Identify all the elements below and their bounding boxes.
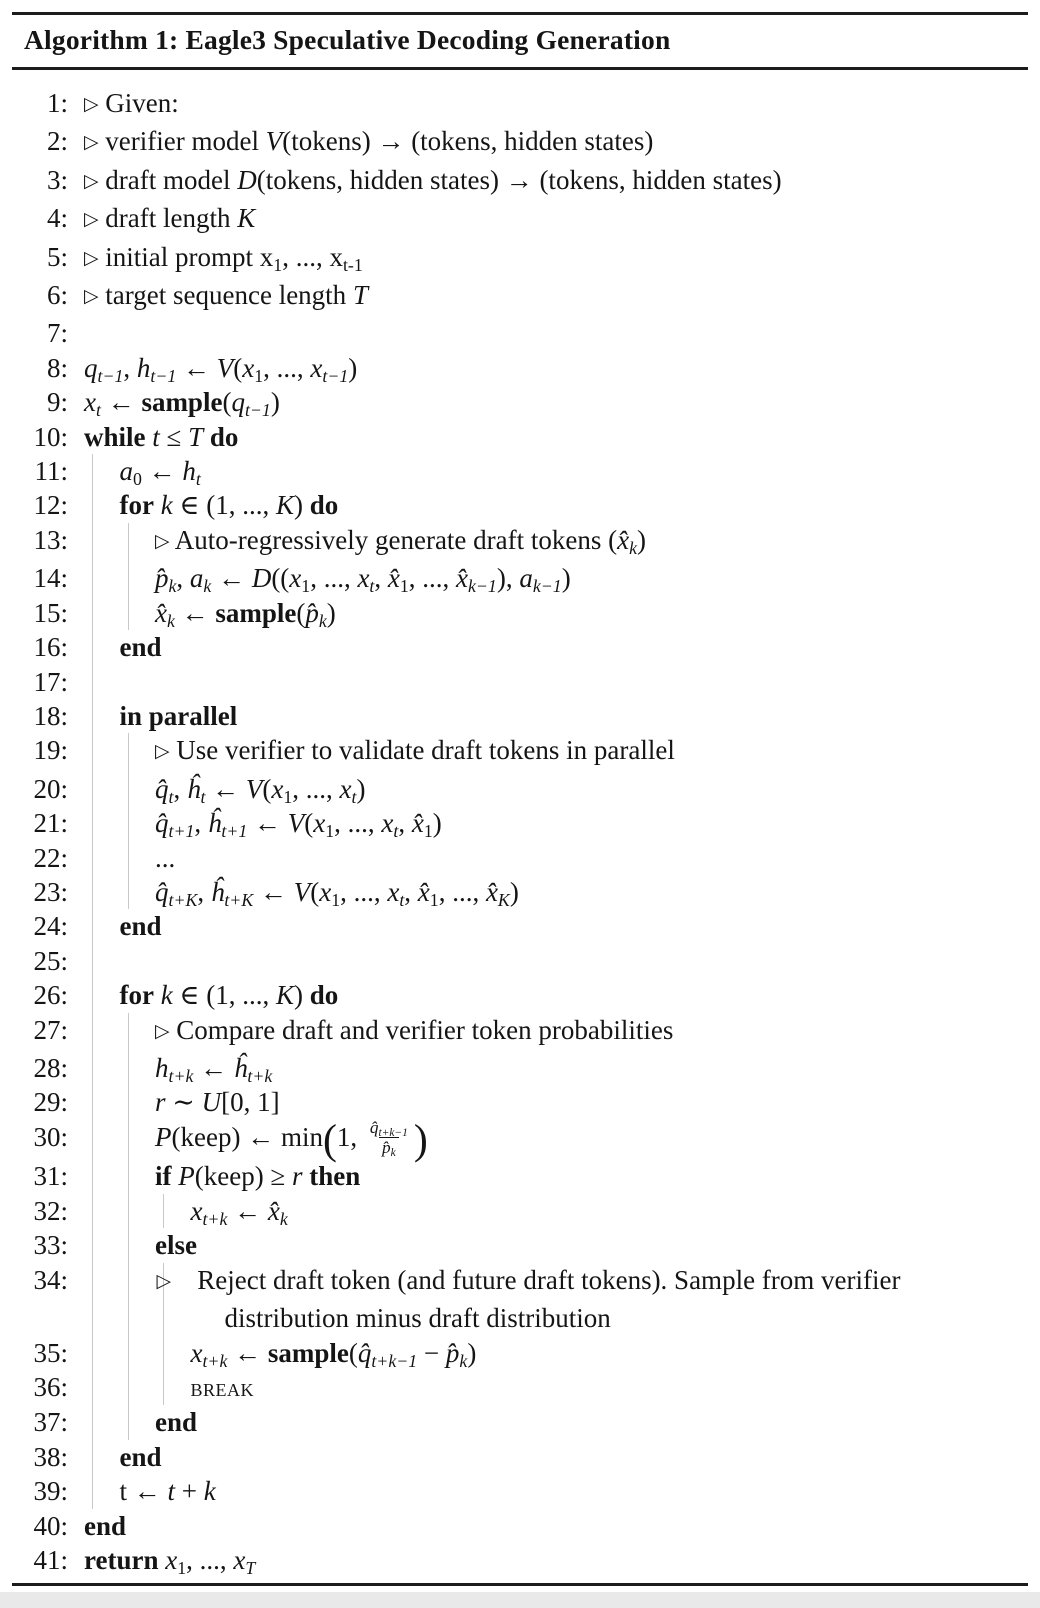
- algo-line: [0, 875, 1040, 909]
- line-number: 27:: [0, 1013, 68, 1051]
- line-text: ▷ target sequence length T: [84, 278, 1040, 316]
- line-content: [84, 1336, 1040, 1370]
- indent-guide: [92, 1051, 120, 1085]
- line-number: 15:: [0, 596, 68, 630]
- algo-line: [0, 1228, 1040, 1262]
- line-content: [84, 1474, 1040, 1508]
- algo-line: [0, 124, 1040, 162]
- line-number: 28:: [0, 1051, 68, 1085]
- algo-line: [0, 1509, 1040, 1543]
- indent-guide: [128, 523, 156, 561]
- line-content: [84, 420, 1040, 454]
- indent-guide: [92, 1013, 120, 1051]
- big-paren: (: [323, 1117, 337, 1163]
- line-text: ▷ initial prompt $x_1$, ..., $x_{t-1}$: [84, 240, 1040, 278]
- algo-line: [0, 316, 1040, 350]
- indent-guide: [163, 1194, 191, 1228]
- algo-line: [0, 1159, 1040, 1193]
- line-text: ▷ draft length K: [84, 201, 1040, 239]
- line-number: 41:: [0, 1543, 68, 1577]
- line-number: 13:: [0, 523, 68, 561]
- line-number: 9:: [0, 385, 68, 419]
- line-number: 6:: [0, 278, 68, 316]
- line-text: $x_{t+k}$ ← $sample(q̂_{t+k-1}$ − $p̂_k$): [191, 1336, 1040, 1370]
- line-number: 2:: [0, 124, 68, 162]
- line-number: 37:: [0, 1405, 68, 1439]
- line-number: 16:: [0, 630, 68, 664]
- line-number: 30:: [0, 1120, 68, 1160]
- line-content: [84, 1543, 1040, 1577]
- indent-guide: [92, 841, 120, 875]
- indent-guide: [92, 978, 120, 1012]
- line-text: [191, 1370, 1040, 1405]
- comment-marker-icon: ▷: [84, 126, 99, 160]
- line-content: [84, 841, 1040, 875]
- line-content: [84, 201, 1040, 239]
- algo-line: [0, 909, 1040, 943]
- indent-guide: [92, 733, 120, 771]
- line-content: [84, 1509, 1040, 1543]
- indent-guide: [128, 733, 156, 771]
- indent-guide: [128, 1120, 156, 1160]
- line-number: 10:: [0, 420, 68, 454]
- line-text: ▷ Compare draft and verifier token probabilities: [155, 1013, 1040, 1051]
- line-number: 7:: [0, 316, 68, 350]
- line-number: 26:: [0, 978, 68, 1012]
- line-number: 29:: [0, 1085, 68, 1119]
- indent-guide: [92, 1263, 120, 1336]
- algo-line: [0, 1085, 1040, 1119]
- line-number: 5:: [0, 240, 68, 278]
- line-number: 20:: [0, 772, 68, 806]
- indent-guide: [128, 596, 156, 630]
- indent-guide: [128, 1405, 156, 1439]
- line-text: end: [84, 1509, 1040, 1543]
- line-text: $x_t$ ← $sample(q_{t-1})$: [84, 385, 1040, 419]
- line-text: return $x_1$, ..., $x_T$: [84, 1543, 1040, 1577]
- line-text: while t ≤ T do: [84, 420, 1040, 454]
- line-content: [84, 978, 1040, 1012]
- line-text: t ← t + k: [120, 1474, 1040, 1508]
- line-content: [84, 1194, 1040, 1228]
- line-text: $q̂_{t+K}$, $ĥ_{t+K}$ ← $V(x_1$, ..., $x_t$, $x̂_1$, ..., $x̂_K$): [155, 875, 1040, 909]
- break-keyword: break: [191, 1373, 255, 1402]
- indent-guide: [92, 1336, 120, 1370]
- line-text: ▷ Reject draft token (and future draft tokens). Sample from verifier distribution minus draft distribution: [191, 1263, 1040, 1336]
- line-number: 34:: [0, 1263, 68, 1336]
- indent-guide: [92, 1194, 120, 1228]
- line-number: 36:: [0, 1370, 68, 1405]
- indent-guide: [128, 1085, 156, 1119]
- line-content: [84, 630, 1040, 664]
- indent-guide: [128, 1336, 156, 1370]
- line-number: 18:: [0, 699, 68, 733]
- line-number: 22:: [0, 841, 68, 875]
- line-text: end: [155, 1405, 1040, 1439]
- algo-line: [0, 1013, 1040, 1051]
- algo-line: [0, 1474, 1040, 1508]
- algo-line: [0, 201, 1040, 239]
- line-text: end: [120, 909, 1040, 943]
- line-text: $x_{t+k}$ ← $x̂_k$: [191, 1194, 1040, 1228]
- comment-marker-icon: ▷: [84, 280, 99, 314]
- line-content: [84, 86, 1040, 124]
- algo-line: [0, 944, 1040, 978]
- indent-guide: [128, 1228, 156, 1262]
- indent-guide: [92, 1474, 120, 1508]
- algo-line: [0, 454, 1040, 488]
- line-text: ...: [155, 841, 1040, 875]
- line-text: [84, 316, 1040, 350]
- line-text: in parallel: [120, 699, 1040, 733]
- indent-guide: [128, 875, 156, 909]
- line-content: [84, 240, 1040, 278]
- line-content: [84, 523, 1040, 561]
- indent-guide: [92, 806, 120, 840]
- line-number: 1:: [0, 86, 68, 124]
- line-number: 11:: [0, 454, 68, 488]
- algo-line: [0, 420, 1040, 454]
- algo-line: [0, 665, 1040, 699]
- line-content: [84, 1440, 1040, 1474]
- indent-guide: [92, 772, 120, 806]
- indent-guide: [92, 596, 120, 630]
- line-text: $h_{t+k}$ ← $ĥ_{t+k}$: [155, 1051, 1040, 1085]
- line-text: else: [155, 1228, 1040, 1262]
- indent-guide: [128, 841, 156, 875]
- line-content: [84, 454, 1040, 488]
- indent-guide: [92, 1085, 120, 1119]
- line-content: [84, 665, 1040, 699]
- line-text: $q̂_{t+1}$, $ĥ_{t+1}$ ← $V(x_1$, ..., $x_t$, $x̂_1$): [155, 806, 1040, 840]
- line-number: 38:: [0, 1440, 68, 1474]
- algo-line: [0, 841, 1040, 875]
- line-text: if P(keep) ≥ r then: [155, 1159, 1040, 1193]
- algo-line: [0, 1543, 1040, 1577]
- line-content: [84, 316, 1040, 350]
- algo-line: [0, 385, 1040, 419]
- indent-guide: [92, 944, 120, 978]
- indent-guide: [92, 1370, 120, 1405]
- line-content: [84, 351, 1040, 385]
- line-content: [84, 699, 1040, 733]
- line-text: for k ∈ (1, ..., K) do: [120, 978, 1040, 1012]
- line-content: [84, 1405, 1040, 1439]
- line-content: [84, 385, 1040, 419]
- indent-guide: [92, 1159, 120, 1193]
- bottom-gray-strip: [0, 1592, 1040, 1608]
- line-number: 31:: [0, 1159, 68, 1193]
- big-paren: ): [414, 1117, 428, 1163]
- line-number: 19:: [0, 733, 68, 771]
- indent-guide: [128, 1370, 156, 1405]
- line-text: $q_{t-1}$, $h_{t-1}$ ← $V(x_1$, ..., $x_{t-1}$): [84, 351, 1040, 385]
- line-text: ▷ draft model D(tokens, hidden states) → (tokens, hidden states): [84, 163, 1040, 201]
- algo-line: [0, 351, 1040, 385]
- indent-guide: [128, 772, 156, 806]
- line-content: [84, 1263, 1040, 1336]
- line-number: 21:: [0, 806, 68, 840]
- line-content: [84, 806, 1040, 840]
- indent-guide: [163, 1336, 191, 1370]
- algo-line: [0, 1263, 1040, 1336]
- algo-line: [0, 523, 1040, 561]
- indent-guide: [128, 561, 156, 595]
- line-content: [84, 596, 1040, 630]
- algo-line: [0, 561, 1040, 595]
- comment-marker-icon: ▷: [84, 203, 99, 237]
- line-content: [84, 772, 1040, 806]
- indent-guide: [92, 909, 120, 943]
- line-number: 14:: [0, 561, 68, 595]
- indent-guide: [128, 1013, 156, 1051]
- line-number: 39:: [0, 1474, 68, 1508]
- line-content: [84, 1120, 1040, 1160]
- line-number: 3:: [0, 163, 68, 201]
- line-content: [84, 561, 1040, 595]
- line-text: ▷ Use verifier to validate draft tokens in parallel: [155, 733, 1040, 771]
- line-number: 12:: [0, 488, 68, 522]
- line-content: [84, 1085, 1040, 1119]
- algo-line: [0, 1051, 1040, 1085]
- indent-guide: [92, 523, 120, 561]
- line-content: [84, 488, 1040, 522]
- algo-line: [0, 699, 1040, 733]
- indent-guide: [92, 699, 120, 733]
- line-text: $p̂_k$, $a_k$ ← $D((x_1$, ..., $x_t$, $x̂_1$, ..., $x̂_{k-1}$), $a_{k-1}$): [155, 561, 1040, 595]
- line-content: [84, 1013, 1040, 1051]
- indent-guide: [128, 806, 156, 840]
- line-number: 40:: [0, 1509, 68, 1543]
- indent-guide: [92, 1120, 120, 1160]
- algorithm-body: [0, 70, 1040, 1577]
- line-content: [84, 1228, 1040, 1262]
- algo-line: [0, 596, 1040, 630]
- line-content: [84, 733, 1040, 771]
- line-number: 25:: [0, 944, 68, 978]
- algo-line: [0, 630, 1040, 664]
- line-content: [84, 1159, 1040, 1193]
- algo-line: [0, 733, 1040, 771]
- indent-guide: [92, 630, 120, 664]
- line-content: [84, 278, 1040, 316]
- line-text: $x̂_k$ ← $sample(p̂_k)$: [155, 596, 1040, 630]
- algo-line: [0, 978, 1040, 1012]
- algo-line: [0, 1370, 1040, 1405]
- line-content: [84, 1051, 1040, 1085]
- comment-marker-icon: ▷: [155, 735, 170, 769]
- algo-line: [0, 278, 1040, 316]
- line-number: 33:: [0, 1228, 68, 1262]
- algo-line: [0, 1405, 1040, 1439]
- indent-guide: [128, 1263, 156, 1336]
- line-text: ▷ verifier model V(tokens) → (tokens, hidden states): [84, 124, 1040, 162]
- comment-marker-icon: ▷: [155, 1015, 170, 1049]
- indent-guide: [92, 1440, 120, 1474]
- line-text: end: [120, 630, 1040, 664]
- probability-fraction: $\frac{q̂_{t+k-1}}{p̂_k}$: [367, 1118, 411, 1158]
- indent-guide: [128, 1159, 156, 1193]
- line-text: [120, 944, 1040, 978]
- indent-guide: [92, 488, 120, 522]
- bottom-rule: [12, 1583, 1028, 1586]
- comment-marker-icon: ▷: [155, 525, 170, 559]
- algo-line: [0, 488, 1040, 522]
- algo-line: [0, 163, 1040, 201]
- indent-guide: [128, 1051, 156, 1085]
- indent-guide: [92, 454, 120, 488]
- indent-guide: [128, 1194, 156, 1228]
- algo-line: [0, 1194, 1040, 1228]
- line-content: [84, 875, 1040, 909]
- indent-guide: [163, 1370, 191, 1405]
- comment-marker-icon: ▷: [84, 242, 99, 276]
- indent-guide: [92, 1405, 120, 1439]
- indent-guide: [92, 561, 120, 595]
- line-text: $a_0$ ← $h_t$: [120, 454, 1040, 488]
- algo-line: [0, 1336, 1040, 1370]
- line-content: [84, 124, 1040, 162]
- algo-line: [0, 1440, 1040, 1474]
- indent-guide: [92, 665, 120, 699]
- line-text: end: [120, 1440, 1040, 1474]
- line-content: [84, 163, 1040, 201]
- algorithm-title: Algorithm 1: Eagle3 Speculative Decoding Generation: [0, 15, 1040, 67]
- line-number: 23:: [0, 875, 68, 909]
- algo-line: [0, 806, 1040, 840]
- line-number: 35:: [0, 1336, 68, 1370]
- line-number: 8:: [0, 351, 68, 385]
- comment-marker-icon: ▷: [84, 165, 99, 199]
- line-number: 24:: [0, 909, 68, 943]
- line-number: 32:: [0, 1194, 68, 1228]
- comment-marker-icon: ▷: [84, 88, 99, 122]
- line-text: ▷ Given:: [84, 86, 1040, 124]
- line-text: r ∼ U[0, 1]: [155, 1085, 1040, 1119]
- line-text: ▷ Auto-regressively generate draft tokens $(x̂_k)$: [155, 523, 1040, 561]
- algo-line: [0, 86, 1040, 124]
- line-number: 17:: [0, 665, 68, 699]
- algo-line: [0, 240, 1040, 278]
- indent-guide: [92, 875, 120, 909]
- line-content: [84, 1370, 1040, 1405]
- line-content: [84, 909, 1040, 943]
- line-text: P(keep) ← min(1, $\frac{q̂_{t+k-1}}{p̂_k}$ ): [155, 1120, 1040, 1160]
- line-number: 4:: [0, 201, 68, 239]
- algo-line: [0, 1120, 1040, 1160]
- line-text: $q̂_t$, $ĥ_t$ ← $V(x_1$, ..., $x_t$): [155, 772, 1040, 806]
- line-text: [120, 665, 1040, 699]
- indent-guide: [92, 1228, 120, 1262]
- algo-line: [0, 772, 1040, 806]
- line-text: for k ∈ (1, ..., K) do: [120, 488, 1040, 522]
- line-content: [84, 944, 1040, 978]
